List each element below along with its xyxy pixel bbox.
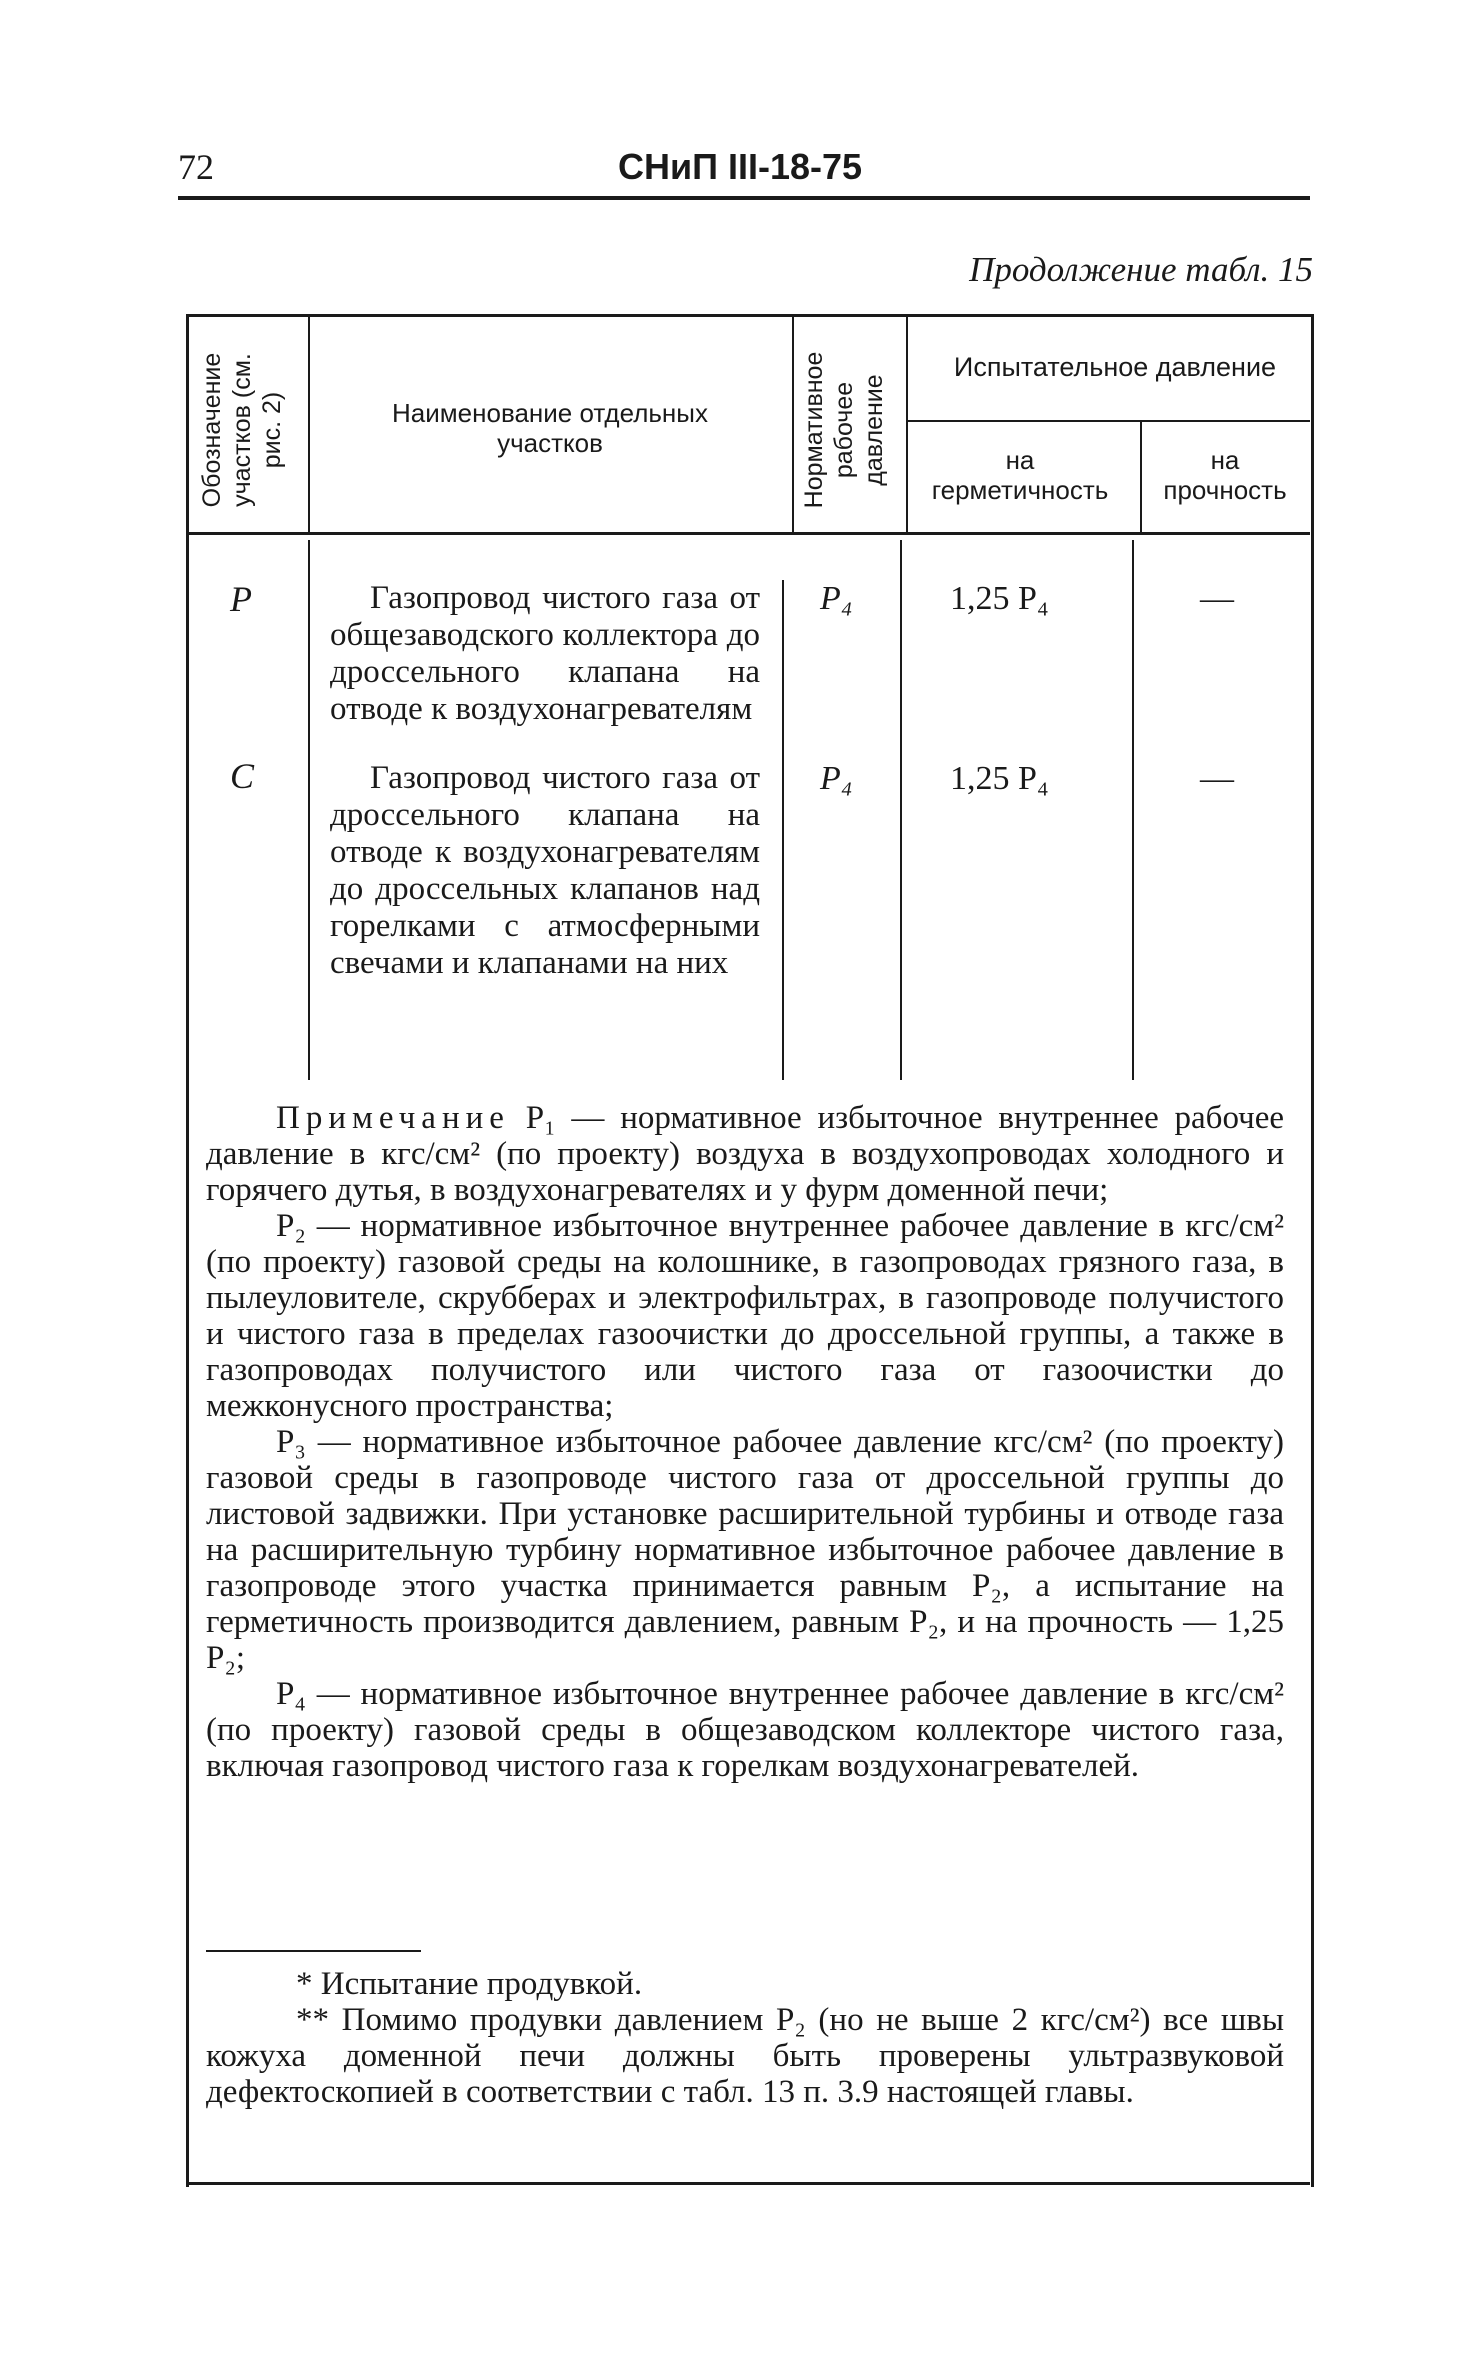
col-divider-4: [1140, 422, 1142, 532]
table-continuation-label: Продолжение табл. 15: [969, 250, 1313, 289]
row-1-code: P: [230, 579, 252, 619]
note-p1-text: P₁ — нормативное избыточное внутреннее рабочее давление в кгс/см² (по проекту) воздуха в воздухопроводах холодного и горячего дутья, в воздухонагревателях и у фурм доменной печи;: [206, 1100, 1284, 1208]
footnote-1: * Испытание продувкой.: [296, 1966, 643, 2002]
page-number: 72: [178, 147, 214, 187]
body-col-divider-1: [308, 540, 310, 1080]
row-1-strength: —: [1200, 580, 1234, 617]
document-code: СНиП III-18-75: [618, 146, 863, 187]
col-divider-3: [906, 316, 908, 532]
subheader-divider: [906, 420, 1310, 422]
body-col-divider-4: [1132, 540, 1134, 1080]
row-1-tightness: 1,25 P₄: [950, 580, 1049, 617]
col-divider-2: [792, 316, 794, 532]
header-test-strength: на прочность: [1163, 445, 1287, 505]
table-bottom-rule: [186, 2182, 1310, 2185]
footnotes: [206, 1966, 1284, 2110]
row-2-tightness: 1,25 P₄: [950, 760, 1049, 797]
row-1-name: [330, 580, 760, 728]
row-2-pressure: P₄: [820, 760, 853, 797]
row-2-strength: —: [1200, 760, 1234, 797]
footnote-rule: [206, 1950, 421, 1952]
table-header-divider: [186, 532, 1310, 535]
table-notes: [206, 1100, 1284, 1784]
header-section-code: Обозначение участков (см. рис. 2): [198, 352, 286, 508]
row-2-code: C: [230, 756, 255, 796]
note-p4: P₄ — нормативное избыточное внутреннее рабочее давление в кгс/см² (по проекту) газовой среды в общезаводском коллекторе чистого газа, включая газопровод чистого газа к горелкам воздухонагревателей.: [206, 1676, 1284, 1784]
header-rule: [178, 196, 1310, 200]
header-working-pressure: Нормативное рабочее давление: [800, 351, 888, 509]
page-header: [178, 138, 1310, 198]
header-section-name: Наименование отдельных участков: [392, 398, 708, 458]
col-divider-1: [308, 316, 310, 532]
row-1-name-text: Газопровод чистого газа от общезаводского коллектора до дроссельного клапана на отводе к воздухонагревателям: [330, 580, 760, 727]
row-2-name-text: Газопровод чистого газа от дроссельного клапана на отводе к воздухонагревателям до дроссельных клапанов над горелками с атмосферными свечами и клапанами на них: [330, 760, 760, 981]
row-2-name: [330, 760, 760, 982]
body-col-divider-3: [900, 540, 902, 1080]
note-p3: P₃ — нормативное избыточное рабочее давление кгс/см² (по проекту) газовой среды в газопроводе чистого газа от дроссельной группы до листовой задвижки. При установке расширительной турбины и отводе газа на расширительную турбину нормативное избыточное рабочее давление в газопроводе этого участка принимается равным P₂, а испытание на герметичность производится давлением, равным P₂, и на прочность — 1,25 P₂;: [206, 1424, 1284, 1676]
note-label: Примечание: [276, 1100, 510, 1136]
header-test-tightness: на герметичность: [931, 445, 1109, 505]
header-test-pressure: Испытательное давление: [953, 352, 1277, 382]
note-p1: [206, 1100, 1284, 1208]
body-col-divider-2: [782, 580, 784, 1080]
note-p2: P₂ — нормативное избыточное внутреннее рабочее давление в кгс/см² (по проекту) газовой среды на колошнике, в газопроводах грязного газа, в пылеуловителе, скрубберах и электрофильтрах, в газопроводе получистого и чистого газа в пределах газоочистки до дроссельной группы, а также в газопроводах получистого или чистого газа от газоочистки до межконусного пространства;: [206, 1208, 1284, 1424]
footnote-2: ** Помимо продувки давлением P₂ (но не выше 2 кгс/см²) все швы кожуха доменной печи должны быть проверены ультразвуковой дефектоскопией в соответствии с табл. 13 п. 3.9 настоящей главы.: [206, 2002, 1284, 2110]
row-1-pressure: P₄: [820, 580, 853, 617]
